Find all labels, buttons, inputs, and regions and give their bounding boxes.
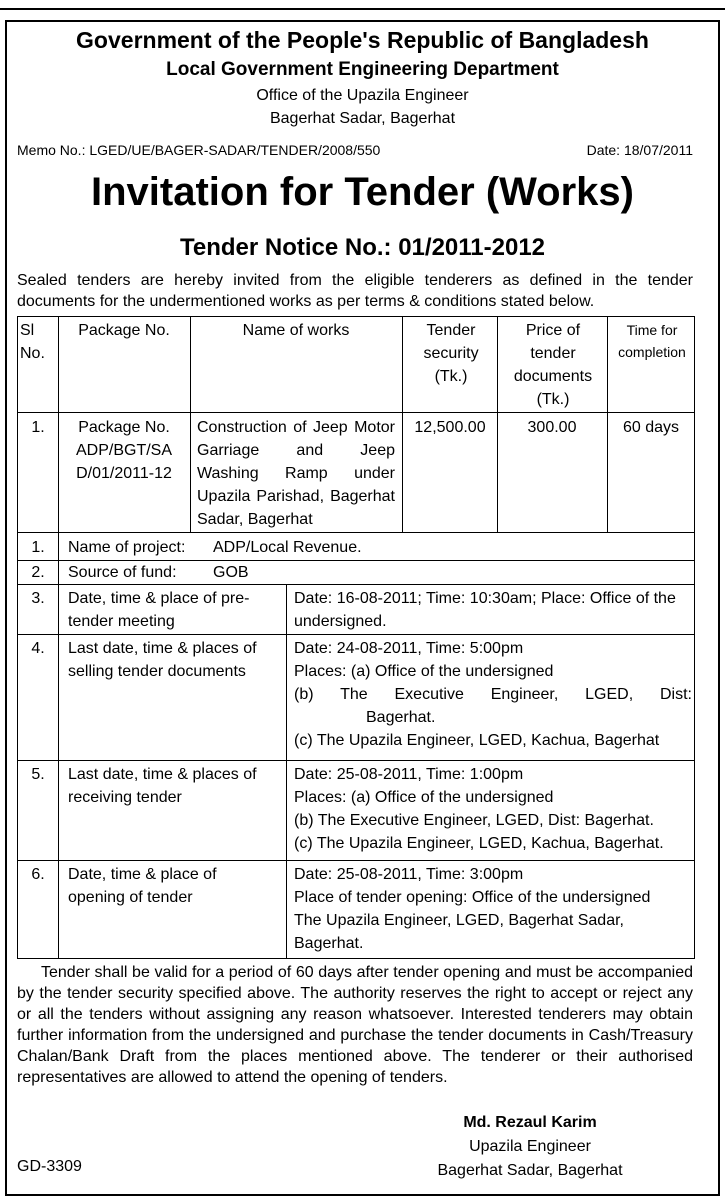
detail-sl: 2. [31, 564, 45, 581]
detail-label-receiving: Last date, time & places of receiving tender [68, 766, 257, 806]
row-package: Package No. ADP/BGT/SA D/01/2011-12 [75, 419, 173, 482]
detail-sl: 4. [31, 640, 45, 657]
detail-sl: 5. [31, 766, 45, 783]
signatory-name: Md. Rezaul Karim [463, 1114, 597, 1131]
table-rule [17, 958, 695, 959]
header-price: Price of tender documents (Tk.) [513, 322, 593, 408]
detail-line: (b) The Executive Engineer, LGED, Dist: Bagerhat. [294, 812, 654, 829]
table-rule [58, 316, 59, 958]
row-works: Construction of Jeep Motor Garriage and Jeep Washing Ramp under Upazila Parishad, Bagerhat Sadar, Bagerhat [197, 419, 395, 528]
notice-date: Date: 18/07/2011 [586, 142, 693, 158]
detail-label-opening: Date, time & place of opening of tender [68, 866, 217, 906]
header-security: Tender security (Tk.) [423, 322, 479, 385]
detail-value-fund: GOB [213, 564, 249, 581]
header-works: Name of works [242, 322, 350, 339]
table-rule [190, 316, 191, 532]
detail-label-selling: Last date, time & places of selling tender documents [68, 640, 257, 680]
table-rule [17, 412, 695, 413]
detail-line: (c) The Upazila Engineer, LGED, Kachua, Bagerhat. [294, 835, 664, 852]
top-rule [0, 0, 725, 10]
detail-line: Bagerhat. [366, 709, 436, 726]
memo-number: Memo No.: LGED/UE/BAGER-SADAR/TENDER/2008/550 [17, 142, 381, 158]
intro-paragraph: Sealed tenders are hereby invited from the eligible tenderers as defined in the tender documents for the undermentioned works as per terms & conditions stated below. [17, 272, 693, 310]
detail-sl: 3. [31, 590, 45, 607]
table-rule [17, 860, 695, 861]
detail-sl: 1. [31, 539, 45, 556]
detail-value-pretender: Date: 16-08-2011; Time: 10:30am; Place: Office of the undersigned. [294, 590, 676, 630]
office-heading: Office of the Upazila Engineer [256, 87, 469, 104]
table-rule [694, 316, 695, 958]
header-sl: Sl No. [20, 322, 45, 362]
government-heading: Government of the People's Republic of Bangladesh [76, 27, 649, 53]
table-rule [17, 760, 695, 761]
department-heading: Local Government Engineering Department [166, 59, 559, 80]
detail-line: Bagerhat. [294, 935, 364, 952]
detail-line: Date: 25-08-2011, Time: 1:00pm [294, 766, 524, 783]
row-security: 12,500.00 [414, 419, 486, 436]
terms-paragraph: Tender shall be valid for a period of 60 days after tender opening and must be accompanied by the tender security specified above. The authority reserves the right to accept or reject any or all the tenders without assigning any reason whatsoever. Interested tenderers may obtain further information from the undersigned and purchase the tender documents in Cash/Treasury Chalan/Bank Draft from the places mentioned above. The tenderer or their authorised representatives are allowed to attend the opening of tenders. [17, 964, 693, 1086]
detail-value-opening [294, 863, 692, 955]
row-price: 300.00 [527, 419, 577, 436]
table-rule [17, 634, 695, 635]
detail-line: The Upazila Engineer, LGED, Bagerhat Sadar, [294, 912, 624, 929]
gd-number: GD-3309 [17, 1158, 82, 1175]
detail-line: Place of tender opening: Office of the undersigned [294, 889, 651, 906]
table-rule [17, 316, 695, 317]
table-rule [17, 532, 695, 533]
table-rule [607, 316, 608, 532]
detail-line: (c) The Upazila Engineer, LGED, Kachua, Bagerhat [294, 732, 660, 749]
detail-label-fund: Source of fund: [68, 564, 177, 581]
detail-line: Places: (a) Office of the undersigned [294, 663, 554, 680]
detail-line: Places: (a) Office of the undersigned [294, 789, 554, 806]
detail-line: Date: 24-08-2011, Time: 5:00pm [294, 640, 524, 657]
table-rule [402, 316, 403, 532]
table-rule [17, 316, 18, 958]
table-rule [17, 584, 695, 585]
location-heading: Bagerhat Sadar, Bagerhat [269, 110, 456, 127]
table-rule [286, 584, 287, 958]
detail-value-receiving [294, 763, 692, 855]
detail-value-project: ADP/Local Revenue. [213, 539, 362, 556]
detail-sl: 6. [31, 866, 45, 883]
detail-line: Date: 25-08-2011, Time: 3:00pm [294, 866, 524, 883]
header-time: Time for completion [618, 322, 686, 360]
detail-label-project: Name of project: [68, 539, 186, 556]
signatory-place: Bagerhat Sadar, Bagerhat [437, 1162, 623, 1179]
page-title: Invitation for Tender (Works) [91, 170, 634, 214]
header-package: Package No. [78, 322, 170, 339]
table-rule [497, 316, 498, 532]
signatory-designation: Upazila Engineer [469, 1138, 591, 1155]
detail-line: (b) The Executive Engineer, LGED, Dist: [294, 686, 692, 703]
tender-notice-number: Tender Notice No.: 01/2011-2012 [179, 234, 546, 261]
detail-value-selling [294, 637, 692, 752]
row-time: 60 days [622, 419, 680, 436]
row-sl: 1. [31, 419, 45, 436]
detail-label-pretender: Date, time & place of pre-tender meeting [68, 590, 250, 630]
